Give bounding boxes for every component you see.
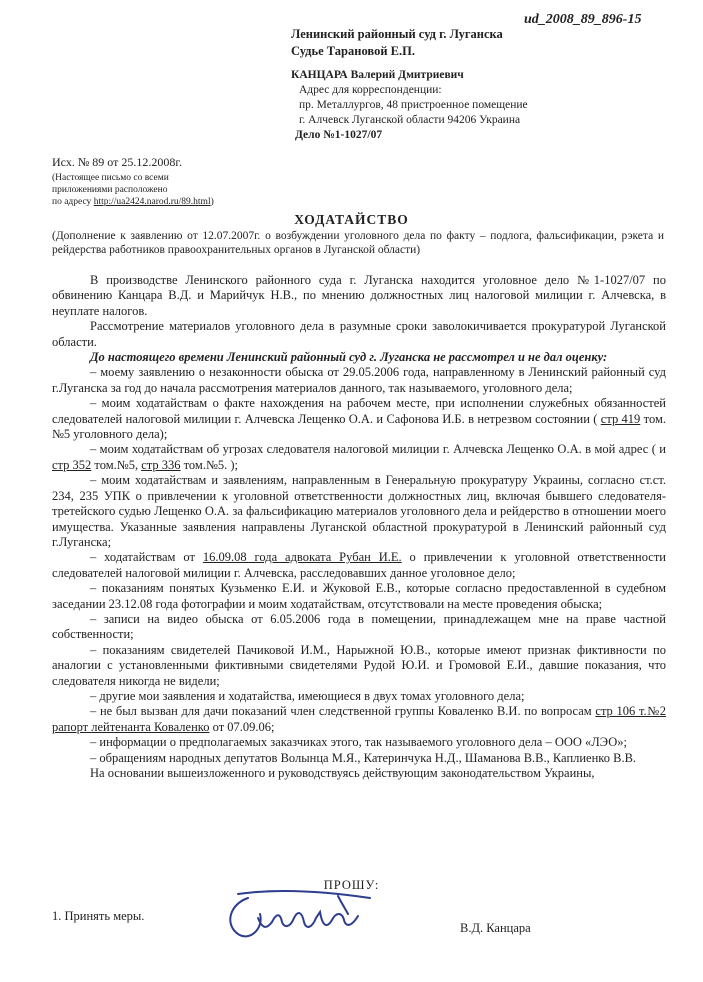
addressee-judge: Судье Тарановой Е.П.: [291, 44, 415, 58]
request-item: 1. Принять меры.: [52, 909, 145, 923]
addressee-block: [291, 26, 503, 60]
emphasis-paragraph: До настоящего времени Ленинский районный суд г. Луганска не рассмотрел и не дал оценку:: [90, 350, 608, 365]
handwritten-signature: [220, 884, 380, 946]
case-number: Дело №1-1027/07: [295, 129, 383, 141]
sender-block: [291, 68, 528, 143]
list-text: от 07.09.06;: [209, 719, 275, 734]
note-line3: [52, 196, 214, 208]
paragraph: В производстве Ленинского районного суда г. Луганска находится уголовное дело №1-1027/07 по обвинению Канцара В.Д. и Марийчук Н.В., по мнению должностных лиц налоговой милиции г. Алчевска, в неуплате налогов.: [52, 273, 666, 318]
note-line2: приложениями расположено: [52, 185, 168, 195]
request-heading: ПРОШУ:: [323, 878, 380, 892]
list-text: – не был вызван для дачи показаний член следственной группы Коваленко В.И. по вопросам: [90, 704, 596, 719]
sender-name: КАНЦАРА Валерий Дмитриевич: [291, 69, 464, 81]
list-text: том.№5,: [91, 457, 142, 472]
list-text: – моим ходатайствам об угрозах следователя налоговой милиции г. Алчевска Лещенко О.А. в мой адрес ( и: [90, 442, 666, 457]
sender-address-line1: пр. Металлургов, 48 пристроенное помещение: [299, 99, 528, 111]
list-item: – моему заявлению о незаконности обыска от 29.05.2006 года, направленному в Ленинский районный суд г.Луганска за год до начала рассмотрения материалов данного, так называемого, уголовного дела;: [52, 365, 666, 395]
sender-address-line2: г. Алчевск Луганской области 94206 Украина: [299, 114, 521, 126]
sender-address-label: Адрес для корреспонденции:: [299, 84, 442, 96]
list-text: том.№5. );: [180, 457, 239, 472]
list-item: [52, 550, 666, 581]
list-item: [52, 396, 666, 442]
addressee-court: Ленинский районный суд г. Луганска: [291, 27, 503, 41]
list-text: том.№5 уголовного дела);: [52, 411, 666, 442]
document-title: ХОДАТАЙСТВО: [294, 212, 409, 227]
document-subtitle: (Дополнение к заявлению от 12.07.2007г. о возбуждении уголовного дела по факту – подлога, фальсификации, рэкета и рейдерства работников правоохранительных органов в Луганской области): [52, 230, 664, 256]
note-suffix: ): [210, 197, 214, 207]
publication-note: [52, 172, 214, 208]
page-ref-link[interactable]: стр 336: [141, 457, 181, 472]
list-item: – показаниям понятых Кузьменко Е.И. и Жуковой Е.В., которые согласно предоставленной в судебном заседании 23.12.08 года фотографии и моим ходатайствам, отсутствовали на месте проведения обыска;: [52, 581, 666, 611]
document-id: ud_2008_89_896-15: [524, 12, 642, 27]
paragraph: Рассмотрение материалов уголовного дела в разумные сроки заволокичивается прокуратурой Луганской области.: [52, 319, 666, 349]
list-item: – показаниям свидетелей Пачиковой И.М., Нарыжной Ю.В., которые имеют признак фиктивности по аналогии с установленными фиктивными свидетелями Рудой Ю.И. и Громовой Е.И., давшие показания, что следователя никогда не видели;: [52, 642, 666, 688]
list-item: – информации о предполагаемых заказчиках этого, так называемого уголовного дела – ООО «ЛЭО»;: [90, 735, 627, 750]
page-ref-link[interactable]: стр 352: [52, 457, 92, 472]
page-ref-link[interactable]: стр 419: [600, 411, 641, 426]
list-item: [52, 704, 666, 735]
list-text: – моим ходатайствам о факте нахождения на рабочем месте, при исполнении служебных обязанностей следователей налоговой милиции г. Алчевска Лещенко О.А. и Сафонова И.Б. в нетрезвом состоянии (: [52, 396, 666, 426]
petition-ref-link[interactable]: 16.09.08 года адвоката Рубан И.Е.: [202, 550, 402, 565]
note-prefix: по адресу: [52, 197, 94, 207]
list-text: о привлечении к уголовной ответственности следователей налоговой милиции г. Алчевска, расследовавших данное уголовное дело;: [52, 550, 666, 580]
list-item: – обращениям народных депутатов Волынца М.Я., Катеринчука Н.Д., Шаманова В.В., Каплиенко В.В.: [90, 750, 637, 765]
paragraph: На основании вышеизложенного и руководствуясь действующим законодательством Украины,: [90, 766, 595, 780]
list-item: – записи на видео обыска от 6.05.2006 года в помещении, принадлежащем мне на праве частной собственности;: [52, 611, 666, 642]
note-line1: (Настоящее письмо со всеми: [52, 173, 169, 183]
signer-name: В.Д. Канцара: [460, 921, 531, 935]
note-url-link[interactable]: http://ua2424.narod.ru/89.html: [93, 197, 211, 207]
document-body: [52, 273, 666, 781]
list-item: [52, 442, 666, 473]
report-ref-link[interactable]: стр 106 т.№2 рапорт лейтенанта Коваленко: [52, 704, 666, 734]
outgoing-number: Исх. № 89 от 25.12.2008г.: [52, 155, 182, 169]
list-item: – моим ходатайствам и заявлениям, направленным в Генеральную прокуратуру Украины, согласно ст.ст. 234, 235 УПК о привлечении к уголовной ответственности должностных лиц, включая бывшего следователя-третейского судью Лещенко О.А. за фальсификацию материалов уголовного дела и рейдерство в отношении моего имущества. Указанные заявления направлены Луганской областной прокуратурой в Ленинский районный суд г.Луганска;: [52, 473, 666, 549]
list-item: – другие мои заявления и ходатайства, имеющиеся в двух томах уголовного дела;: [90, 688, 525, 703]
list-text: – ходатайствам от: [90, 550, 203, 565]
